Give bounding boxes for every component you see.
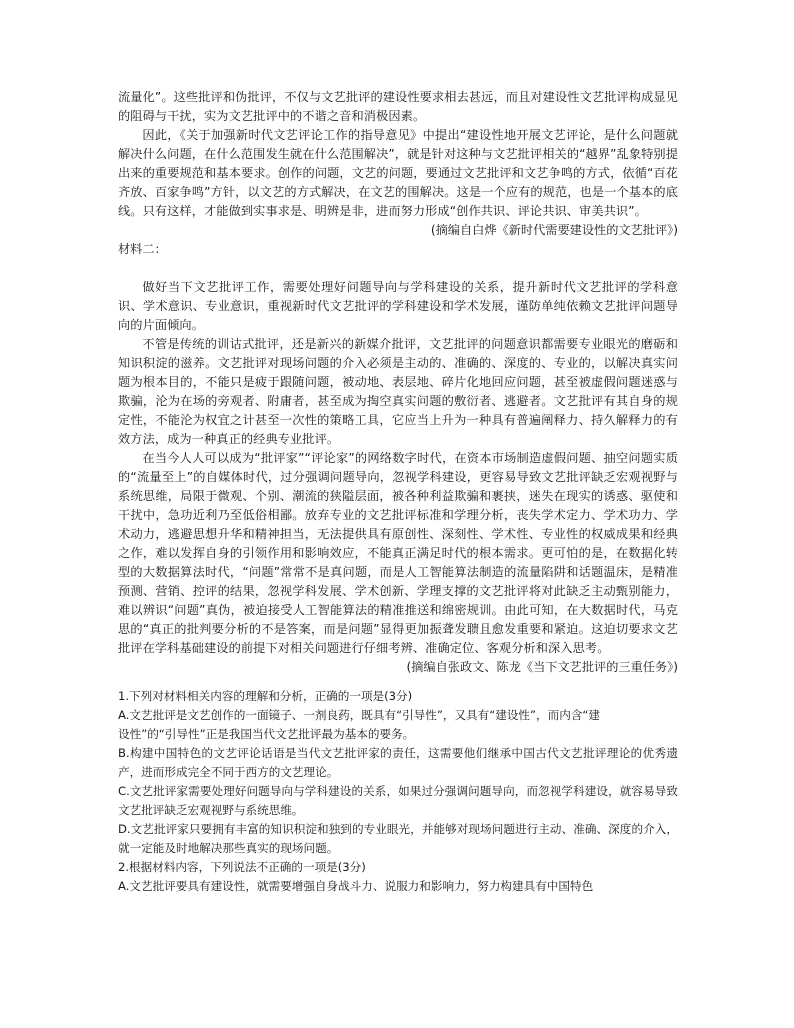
- question-2-stem: 2.根据材料内容，下列说法不正确的一项是(3分): [118, 860, 366, 874]
- question-1-option-a: A.文艺批评是文艺创作的一面镜子、一剂良药，既具有“引导性”，又具有“建设性”，而内含“建: [118, 708, 601, 722]
- material2-label: 材料二：: [118, 242, 167, 256]
- material2-paragraph-1: 做好当下文艺批评工作，需要处理好问题导向与学科建设的关系，提升新时代文艺批评的学科意识、学术意识、专业意识，重视新时代文艺批评的学科建设和学术发展，谨防单纯依赖文艺批评问题导向的片面倾向。: [118, 280, 678, 332]
- material2-paragraph-3: 在当今人人可以成为“批评家”“评论家”的网络数字时代，在资本市场制造虚假问题、抽空问题实质的“流量至上”的自媒体时代，过分强调问题导向，忽视学科建设，更容易导致文艺批评缺乏宏观视野与系统思维，局限于微观、个别、潮流的狭隘层面，被各种利益欺骗和裹挟，迷失在现实的诱惑、驱使和干扰中，急功近利乃至低俗相鄙。放弃专业的文艺批评标准和学理分析，丧失学术定力、学术功力、学术动力，逃避思想升华和精神担当，无法提供具有原创性、深刻性、学术性、专业性的权威成果和经典之作，难以发挥自身的引领作用和影响效应，不能真正满足时代的根本需求。更可怕的是，在数据化转型的大数据算法时代，“问题”常常不是真问题，而是人工智能算法制造的流量陷阱和话题温床，是精准预测、营销、控评的结果，忽视学科发展、学术创新、学理支撑的文艺批评将对此缺乏主动甄别能力，难以辨识“问题”真伪，被迫接受人工智能算法的精准推送和绵密规训。由此可知，在大数据时代，马克思的“真正的批判要分析的不是答案，而是问题”显得更加振聋发聩且愈发重要和紧迫。这迫切要求文艺批评在学科基础建设的前提下对相关问题进行仔细考辨、准确定位、客观分析和深入思考。: [118, 451, 678, 655]
- material2-paragraph-2: 不管是传统的训诂式批评，还是新兴的新媒介批评，文艺批评的问题意识都需要专业眼光的磨砺和知识积淀的滋养。文艺批评对现场问题的介入必须是主动的、准确的、深度的、专业的，以解决真实问题为根本目的，不能只是疲于跟随问题，被动地、表层地、碎片化地回应问题，甚至被虚假问题迷惑与欺骗，沦为在场的旁观者、附庸者，甚至成为掏空真实问题的敷衍者、逃避者。文艺批评有其自身的规定性，不能沦为权宜之计甚至一次性的策略工具，它应当上升为一种具有普遍阐释力、持久解释力的有效方法，成为一种真正的经典专业批评。: [118, 337, 678, 446]
- exam-page: [118, 88, 678, 896]
- material1-source: (摘编自白烨《新时代需要建设性的文艺批评》): [430, 223, 678, 237]
- question-2-option-a: A.文艺批评要具有建设性，就需要增强自身战斗力、说服力和影响力，努力构建具有中国特色: [118, 879, 594, 893]
- question-1-option-a-continued: 设性”的“引导性”正是我国当代文艺批评最为基本的要务。: [118, 727, 415, 741]
- question-1-option-b: B.构建中国特色的文艺评论话语是当代文艺批评家的责任，这需要他们继承中国古代文艺批评理论的优秀遗产，进而形成完全不同于西方的文艺理论。: [118, 746, 678, 779]
- question-1-stem: 1.下列对材料相关内容的理解和分析，正确的一项是(3分): [118, 689, 413, 703]
- material2-source: (摘编自张政文、陈龙《当下文艺批评的三重任务》): [406, 660, 678, 674]
- question-1-option-c: C.文艺批评家需要处理好问题导向与学科建设的关系，如果过分强调问题导向，而忽视学科建设，就容易导致文艺批评缺乏宏观视野与系统思维。: [118, 784, 678, 817]
- spacer: [118, 677, 678, 687]
- spacer: [118, 259, 678, 278]
- question-1-option-d: D.文艺批评家只要拥有丰富的知识积淀和独到的专业眼光，并能够对现场问题进行主动、准确、深度的介入，就一定能及时地解决那些真实的现场问题。: [118, 822, 678, 855]
- material1-paragraph-2: 因此，《关于加强新时代文艺评论工作的指导意见》中提出“建设性地开展文艺评论，是什么问题就解决什么问题，在什么范围发生就在什么范围解决”，就是针对这种与文艺批评相关的“越界”乱象特别提出来的重要规范和基本要求。创作的问题，文艺的问题，要通过文艺批评和文艺争鸣的方式，依循“百花齐放、百家争鸣”方针，以文艺的方式解决，在文艺的围解决。这是一个应有的规范，也是一个基本的底线。只有这样，才能做到实事求是、明辨是非，进而努力形成“创作共识、评论共识、审美共识”。: [118, 128, 678, 218]
- material1-paragraph-continued: 流量化”。这些批评和伪批评，不仅与文艺批评的建设性要求相去甚远，而且对建设性文艺批评构成显见的阻碍与干扰，实为文艺批评中的不谐之音和消极因素。: [118, 90, 678, 123]
